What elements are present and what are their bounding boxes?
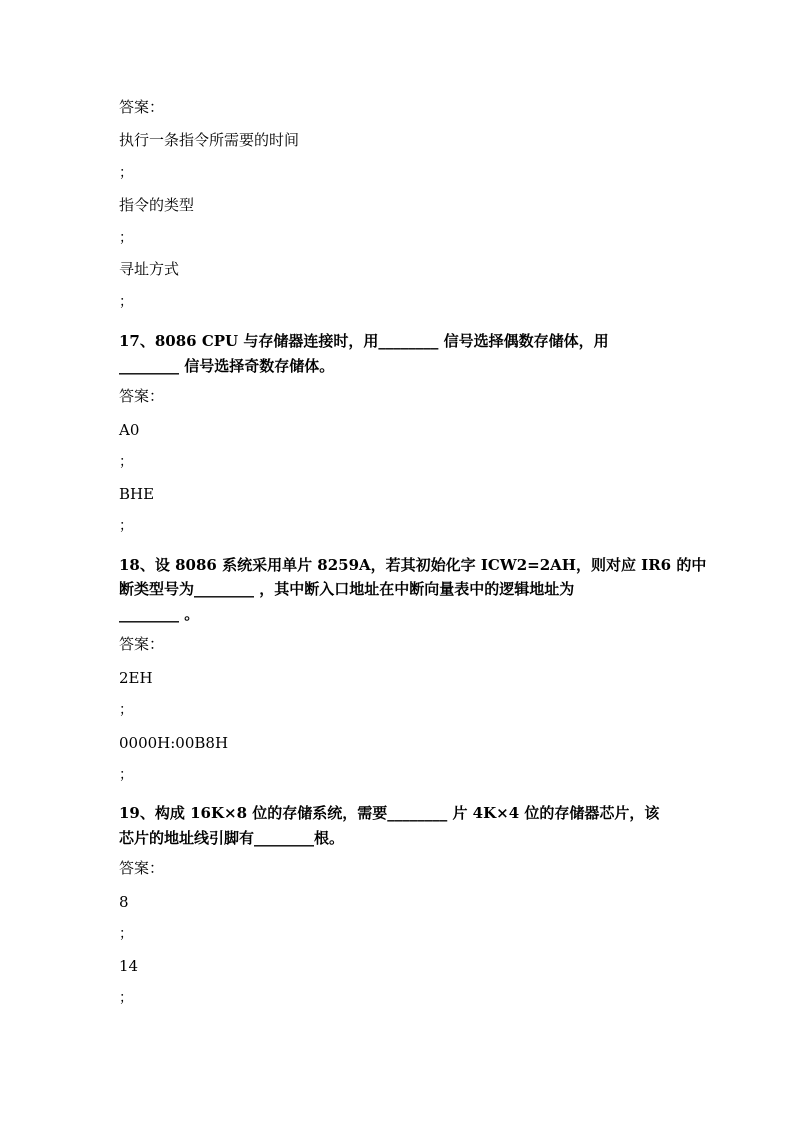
- answer-separator: ；: [119, 767, 133, 783]
- answer-value: 指令的类型: [119, 196, 195, 214]
- answer-label: 答案：: [119, 635, 165, 653]
- question-17-line-2: ________ 信号选择奇数存储体。: [119, 357, 335, 375]
- answer-separator: ；: [119, 518, 133, 534]
- answer-separator: ；: [119, 165, 133, 181]
- answer-value: 8: [119, 893, 129, 911]
- question-19-line-2: 芯片的地址线引脚有________根。: [119, 829, 345, 847]
- answer-separator: ；: [119, 926, 133, 942]
- answer-separator: ；: [119, 294, 133, 310]
- answer-value: A0: [119, 421, 140, 439]
- answer-separator: ；: [119, 990, 133, 1006]
- answer-value: 14: [119, 957, 139, 975]
- question-18-line-2: 断类型号为________ ，其中断入口地址在中断向量表中的逻辑地址为: [119, 580, 575, 598]
- answer-label: 答案：: [119, 98, 165, 116]
- answer-label: 答案：: [119, 859, 165, 877]
- answer-value: 2EH: [119, 669, 153, 687]
- question-19-line-1: 19、构成 16K×8 位的存储系统，需要________ 片 4K×4 位的存储器芯片，该: [119, 804, 660, 822]
- answer-value: 0000H:00B8H: [119, 734, 229, 752]
- answer-label: 答案：: [119, 387, 165, 405]
- answer-separator: ；: [119, 230, 133, 246]
- answer-value: 寻址方式: [119, 260, 180, 278]
- question-18-line-3: ________ 。: [119, 605, 200, 623]
- question-17-line-1: 17、8086 CPU 与存储器连接时，用________ 信号选择偶数存储体，用: [119, 332, 609, 350]
- answer-value: 执行一条指令所需要的时间: [119, 131, 300, 149]
- answer-value: BHE: [119, 485, 155, 503]
- answer-separator: ；: [119, 454, 133, 470]
- answer-separator: ；: [119, 702, 133, 718]
- question-18-line-1: 18、设 8086 系统采用单片 8259A，若其初始化字 ICW2=2AH，则对应 IR6 的中: [119, 556, 707, 574]
